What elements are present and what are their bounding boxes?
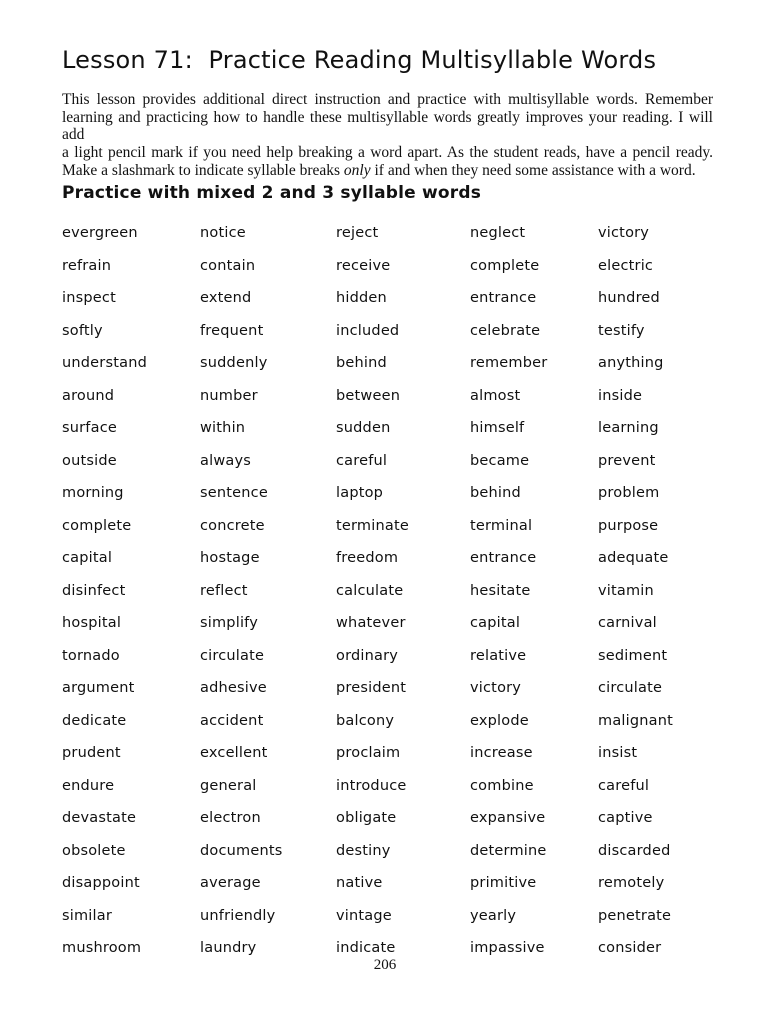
word-cell: laptop xyxy=(336,485,384,501)
intro-line-1: This lesson provides additional direct instruction and practice with multisyllable words. Remember xyxy=(62,91,713,108)
word-cell: understand xyxy=(62,355,147,371)
word-cell: sentence xyxy=(200,485,268,501)
word-cell: testify xyxy=(598,322,645,339)
word-cell: within xyxy=(200,420,246,436)
word-cell: adequate xyxy=(598,550,669,566)
word-cell: complete xyxy=(62,517,132,534)
word-cell: remember xyxy=(470,355,548,371)
word-cell: between xyxy=(336,387,401,404)
word-cell: around xyxy=(62,387,115,404)
word-cell: suddenly xyxy=(200,355,268,371)
word-cell: hostage xyxy=(200,550,260,566)
word-cell: captive xyxy=(598,810,653,826)
word-cell: hesitate xyxy=(470,582,531,599)
word-cell: almost xyxy=(470,387,521,404)
word-cell: refrain xyxy=(62,257,112,274)
word-cell: balcony xyxy=(336,712,395,729)
word-cell: consider xyxy=(598,940,662,956)
word-cell: neglect xyxy=(470,225,526,241)
word-cell: sediment xyxy=(598,647,668,664)
word-cell: penetrate xyxy=(598,907,672,924)
word-cell: always xyxy=(200,452,251,469)
word-cell: anything xyxy=(598,355,664,371)
word-cell: general xyxy=(200,777,257,794)
word-cell: inside xyxy=(598,387,643,404)
word-cell: entrance xyxy=(470,290,537,306)
word-cell: impassive xyxy=(470,940,545,956)
word-cell: capital xyxy=(470,615,521,631)
word-cell: circulate xyxy=(200,647,265,664)
word-cell: sudden xyxy=(336,420,391,436)
word-cell: terminal xyxy=(470,517,533,534)
word-cell: disinfect xyxy=(62,582,126,599)
word-cell: himself xyxy=(470,420,525,436)
word-cell: disappoint xyxy=(62,875,140,891)
word-cell: explode xyxy=(470,712,529,729)
word-cell: documents xyxy=(200,842,283,859)
word-cell: excellent xyxy=(200,745,268,761)
word-cell: unfriendly xyxy=(200,907,276,924)
word-cell: contain xyxy=(200,257,256,274)
word-cell: notice xyxy=(200,225,246,241)
word-cell: careful xyxy=(598,777,650,794)
word-cell: terminate xyxy=(336,517,409,534)
word-cell: behind xyxy=(470,485,521,501)
word-cell: reject xyxy=(336,225,379,241)
intro-line-4 xyxy=(62,162,713,180)
word-cell: laundry xyxy=(200,940,257,956)
word-cell: electric xyxy=(598,257,654,274)
page-number: 206 xyxy=(373,957,397,973)
intro-line-4-post: if and when they need some assistance with a word. xyxy=(370,161,696,179)
intro-paragraph xyxy=(62,91,713,180)
word-cell: behind xyxy=(336,355,387,371)
word-cell: vintage xyxy=(336,907,392,924)
word-cell: relative xyxy=(470,647,527,664)
word-cell: vitamin xyxy=(598,582,654,599)
word-cell: average xyxy=(200,875,261,891)
word-cell: victory xyxy=(470,680,522,696)
word-cell: number xyxy=(200,387,258,404)
word-cell: argument xyxy=(62,680,135,696)
word-cell: obligate xyxy=(336,810,397,826)
word-cell: yearly xyxy=(470,907,517,924)
intro-line-2: learning and practicing how to handle these multisyllable words greatly improves your reading. I will add xyxy=(62,108,713,144)
word-cell: calculate xyxy=(336,582,404,599)
word-cell: endure xyxy=(62,777,115,794)
word-cell: problem xyxy=(598,485,660,501)
page-title: Lesson 71: Practice Reading Multisyllable Words xyxy=(62,46,657,74)
word-cell: extend xyxy=(200,290,252,306)
word-cell: destiny xyxy=(336,842,391,859)
word-cell: surface xyxy=(62,420,117,436)
word-cell: evergreen xyxy=(62,225,138,241)
word-cell: freedom xyxy=(336,550,399,566)
word-cell: dedicate xyxy=(62,712,127,729)
word-cell: receive xyxy=(336,257,391,274)
word-cell: malignant xyxy=(598,712,674,729)
word-cell: became xyxy=(470,452,530,469)
word-cell: simplify xyxy=(200,615,258,631)
word-cell: purpose xyxy=(598,517,659,534)
word-cell: discarded xyxy=(598,842,671,859)
word-cell: victory xyxy=(598,225,650,241)
word-cell: morning xyxy=(62,485,124,501)
word-cell: hidden xyxy=(336,290,387,306)
word-cell: insist xyxy=(598,745,638,761)
intro-line-3: a light pencil mark if you need help breaking a word apart. As the student reads, have a pencil ready. xyxy=(62,144,713,162)
word-cell: primitive xyxy=(470,875,537,891)
word-cell: carnival xyxy=(598,615,657,631)
word-grid xyxy=(62,224,722,972)
word-cell: concrete xyxy=(200,517,265,534)
word-cell: combine xyxy=(470,777,534,794)
word-cell: hundred xyxy=(598,290,660,306)
section-heading: Practice with mixed 2 and 3 syllable words xyxy=(62,183,482,203)
word-cell: prevent xyxy=(598,452,656,469)
word-cell: remotely xyxy=(598,875,665,891)
word-cell: learning xyxy=(598,420,659,436)
word-cell: native xyxy=(336,875,383,891)
word-cell: softly xyxy=(62,322,103,339)
word-cell: indicate xyxy=(336,940,396,956)
word-cell: tornado xyxy=(62,647,120,664)
word-cell: inspect xyxy=(62,290,116,306)
word-cell: capital xyxy=(62,550,113,566)
word-cell: introduce xyxy=(336,777,407,794)
word-cell: similar xyxy=(62,907,113,924)
word-cell: outside xyxy=(62,452,117,469)
word-cell: whatever xyxy=(336,615,406,631)
word-cell: circulate xyxy=(598,680,663,696)
word-cell: determine xyxy=(470,842,547,859)
word-cell: included xyxy=(336,322,400,339)
word-cell: accident xyxy=(200,712,264,729)
word-cell: electron xyxy=(200,810,261,826)
word-cell: adhesive xyxy=(200,680,267,696)
word-cell: mushroom xyxy=(62,940,142,956)
word-cell: careful xyxy=(336,452,388,469)
intro-line-4-italic-word: only xyxy=(343,161,371,179)
word-cell: frequent xyxy=(200,322,264,339)
word-cell: obsolete xyxy=(62,842,126,859)
word-cell: complete xyxy=(470,257,540,274)
word-cell: hospital xyxy=(62,615,122,631)
word-cell: ordinary xyxy=(336,647,399,664)
word-cell: proclaim xyxy=(336,745,401,761)
word-cell: increase xyxy=(470,745,533,761)
word-cell: celebrate xyxy=(470,322,541,339)
word-cell: reflect xyxy=(200,582,248,599)
word-cell: expansive xyxy=(470,810,546,826)
word-cell: president xyxy=(336,680,407,696)
word-cell: entrance xyxy=(470,550,537,566)
intro-line-4-pre: Make a slashmark to indicate syllable breaks xyxy=(62,161,344,179)
word-cell: prudent xyxy=(62,745,121,761)
word-cell: devastate xyxy=(62,810,137,826)
